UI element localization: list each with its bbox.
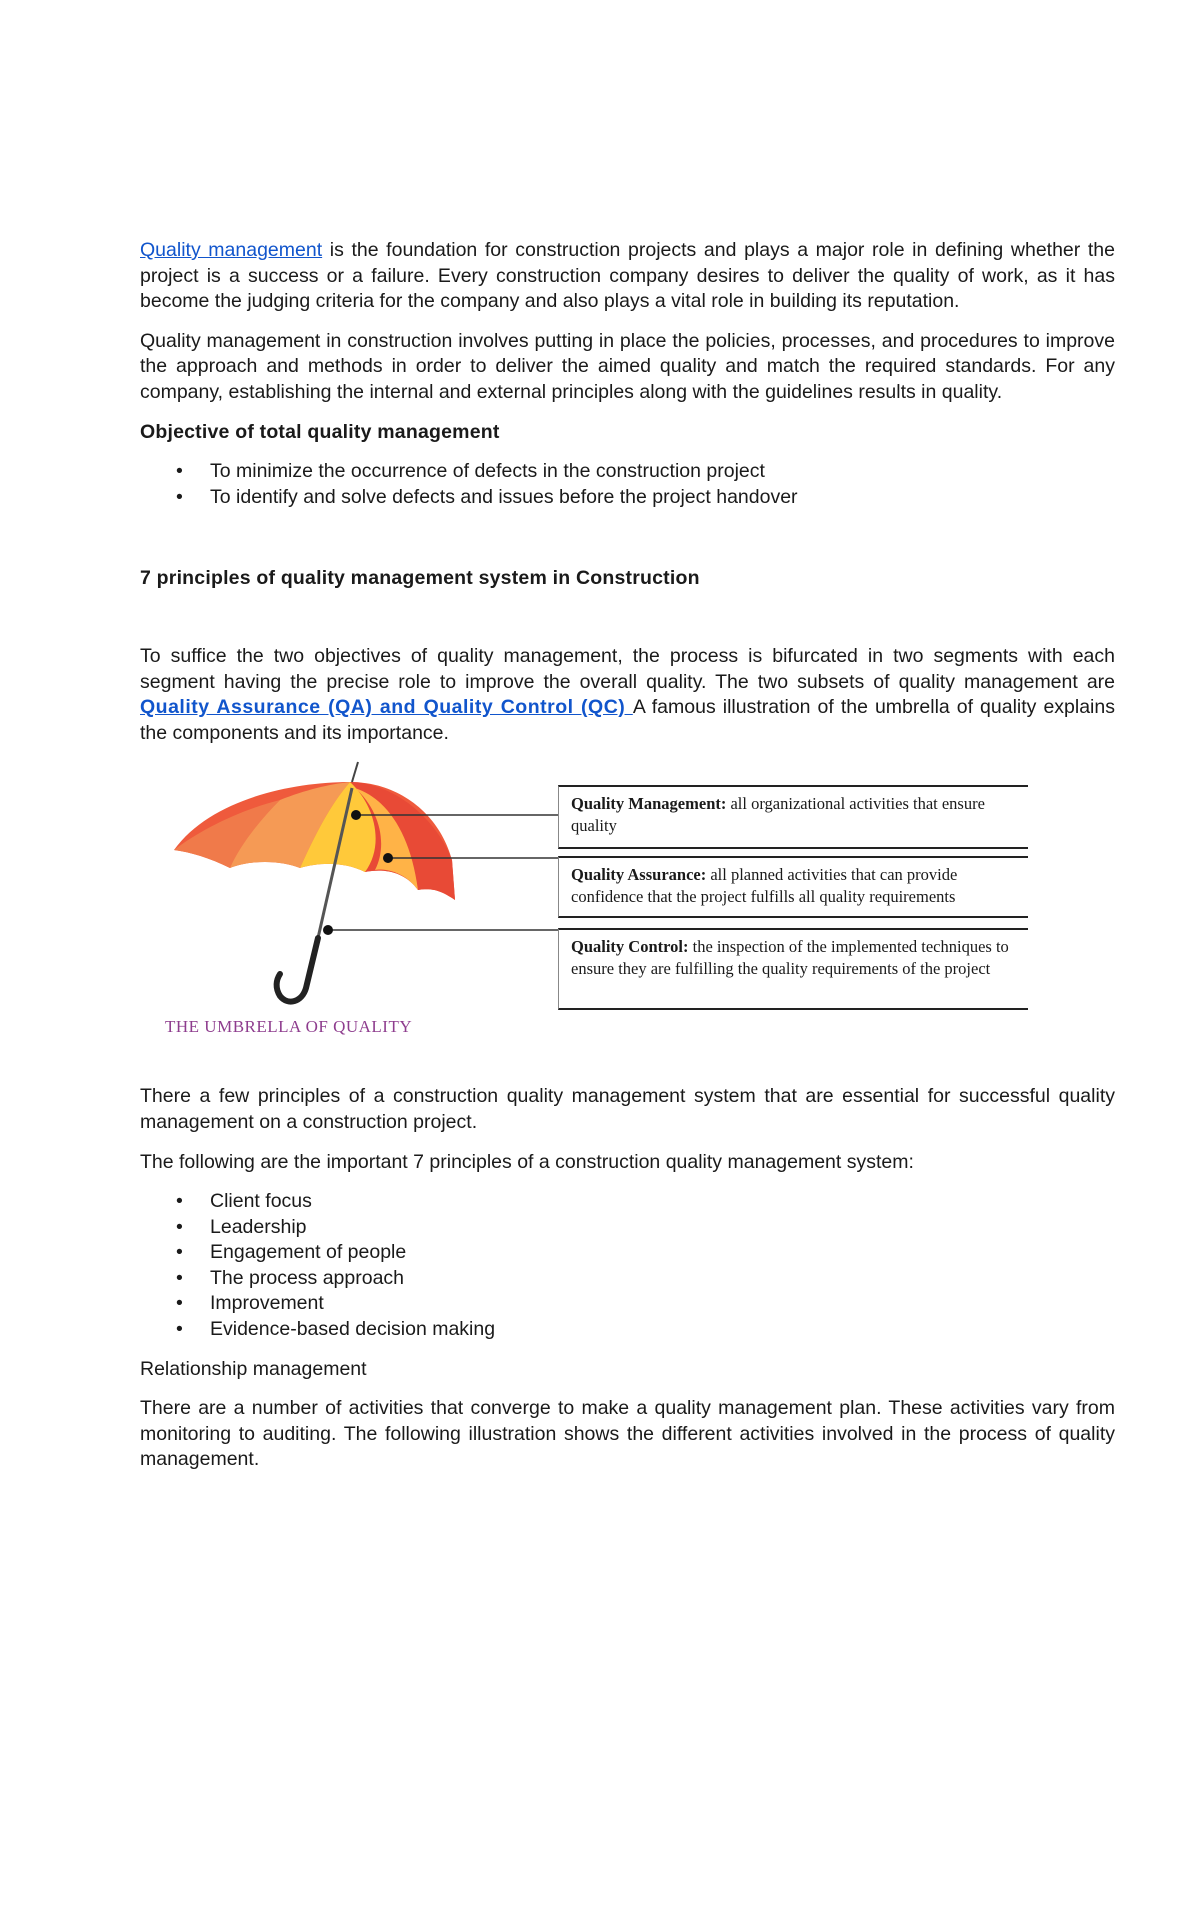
list-item [140,485,1115,511]
list-item [140,1189,1115,1215]
qa-qc-link[interactable]: Quality Assurance (QA) and Quality Control (QC) [140,696,633,719]
spacer [140,606,1115,644]
quality-assurance-box [558,856,1028,918]
objectives-heading: Objective of total quality management [140,420,500,443]
umbrella-figure [140,760,1115,1060]
list-item-text: Improvement [210,1292,324,1315]
list-item-text: Leadership [210,1215,307,1238]
bullet: • [176,1318,183,1341]
quality-management-box [558,785,1028,849]
suffice-text-before: To suffice the two objectives of quality management, the process is bifurcated in two segments with each segment having the precise role to improve the overall quality. The two subsets of quality management are [140,644,1115,693]
list-item [140,1291,1115,1317]
intro-paragraph-1-text: is the foundation for construction projects and plays a major role in defining whether the project is a success or a failure. Every construction company desires to deliver the quality of work, as it has become the judging criteria for the company and also plays a vital role in building its reputation. [140,239,1115,313]
suffice-text-after: A famous illustration of the umbrella of quality explains the components and its importance. [140,696,1115,744]
list-item-text: Client focus [210,1190,312,1213]
list-item-text: Evidence-based decision making [210,1318,496,1341]
closing-paragraph: There are a number of activities that converge to make a quality management plan. These activities vary from monitoring to auditing. The following illustration shows the different activities involved in the process of quality management. [140,1397,1115,1471]
relationship-management-line: Relationship management [140,1357,367,1380]
bullet: • [176,1241,183,1264]
list-item-text: To minimize the occurrence of defects in the construction project [210,460,765,483]
box-title: Quality Control: [571,937,689,957]
bullet: • [176,1215,183,1238]
bullet: • [176,1292,183,1315]
list-item [140,1240,1115,1266]
principles-paragraph-2: The following are the important 7 principles of a construction quality management system: [140,1150,914,1173]
spacer [140,524,1115,566]
list-item [140,459,1115,485]
bullet: • [176,460,183,483]
bullet: • [176,485,183,508]
list-item [140,1266,1115,1292]
bullet: • [176,1190,183,1213]
principles-heading: 7 principles of quality management system in Construction [140,567,700,590]
quality-management-link[interactable]: Quality management [140,239,323,261]
list-item [140,1215,1115,1241]
box-title: Quality Assurance: [571,865,707,885]
principles-paragraph-1: There a few principles of a construction quality management system that are essential for successful quality management on a construction project. [140,1085,1115,1133]
connector-dot-assurance [383,853,393,863]
bullet: • [176,1266,183,1289]
list-item-text: The process approach [210,1266,405,1289]
suffice-paragraph [140,644,1115,746]
principles-list [140,1189,1115,1343]
connector-dot-control [323,925,333,935]
box-text: the inspection of the implemented techniques to ensure they are fulfilling the quality requirements of the project [571,937,1009,979]
box-text: all planned activities that can provide confidence that the project fulfills all quality requirements [571,865,958,907]
box-text: all organizational activities that ensure quality [571,794,985,836]
list-item [140,1317,1115,1343]
document-page [140,238,1115,1487]
box-title: Quality Management: [571,794,727,814]
umbrella-tip [352,762,358,782]
figure-caption: THE UMBRELLA OF QUALITY [165,1017,413,1037]
umbrella-handle [277,938,318,1002]
intro-paragraph-2: Quality management in construction involves putting in place the policies, processes, and procedures to improve the approach and methods in order to deliver the aimed quality and match the required standards. For any company, establishing the internal and external principles along with the guidelines results in quality. [140,329,1115,403]
connector-dot-management [351,810,361,820]
objectives-list [140,459,1115,510]
list-item-text: To identify and solve defects and issues before the project handover [210,485,798,508]
intro-paragraph-1 [140,238,1115,315]
quality-control-box [558,928,1028,1010]
list-item-text: Engagement of people [210,1241,407,1264]
